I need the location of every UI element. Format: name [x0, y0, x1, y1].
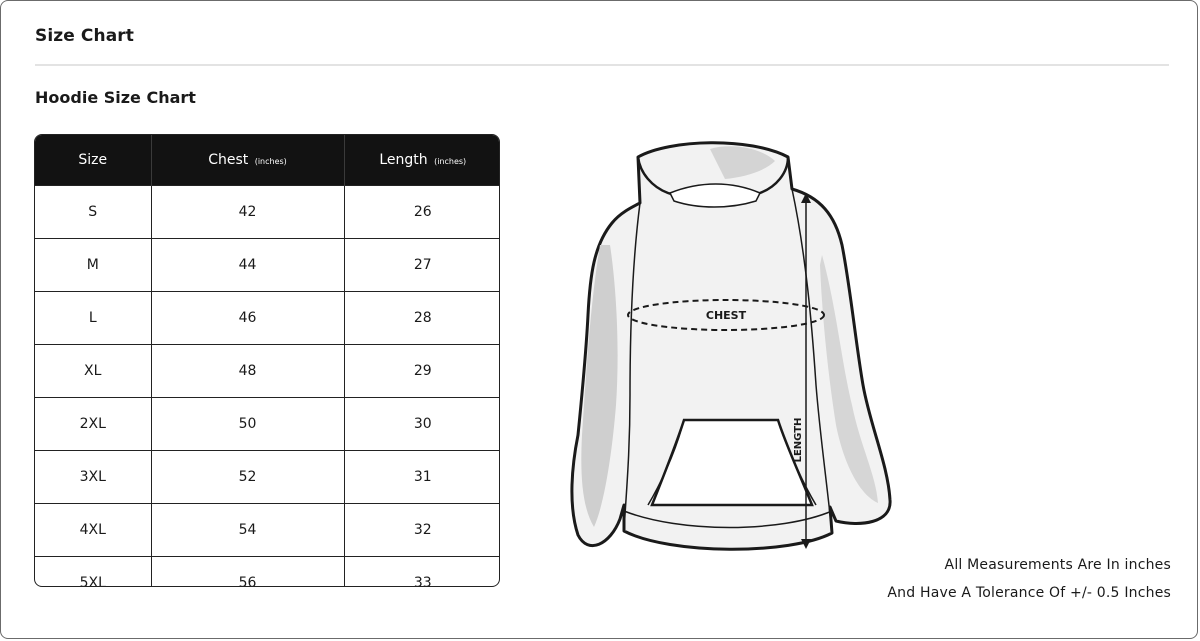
- size-cell: 3XL: [35, 451, 151, 504]
- page-title: Size Chart: [35, 26, 134, 46]
- size-cell: XL: [35, 345, 151, 398]
- chest-cell: 42: [151, 186, 344, 239]
- table-row: [35, 557, 500, 588]
- size-table: [34, 134, 500, 587]
- table-row: [35, 239, 500, 292]
- size-cell: S: [35, 186, 151, 239]
- table-row: [35, 345, 500, 398]
- length-cell: 26: [344, 186, 500, 239]
- column-header-chest: [151, 135, 344, 186]
- chest-cell: 52: [151, 451, 344, 504]
- length-measure-label: LENGTH: [793, 417, 804, 463]
- table-header-row: [35, 135, 500, 186]
- title-divider: [35, 64, 1169, 66]
- length-cell: 32: [344, 504, 500, 557]
- size-cell: M: [35, 239, 151, 292]
- table-row: [35, 451, 500, 504]
- column-header-length: [344, 135, 500, 186]
- column-header-size: [35, 135, 151, 186]
- column-header-label: Length: [379, 152, 428, 168]
- length-cell: 28: [344, 292, 500, 345]
- chest-cell: 46: [151, 292, 344, 345]
- column-header-label: Size: [78, 152, 108, 168]
- chest-cell: 44: [151, 239, 344, 292]
- hoodie-illustration: [560, 135, 900, 575]
- table-row: [35, 186, 500, 239]
- column-header-unit: (inches): [254, 157, 287, 166]
- column-header-label: Chest: [208, 152, 249, 168]
- size-cell: L: [35, 292, 151, 345]
- chest-cell: 50: [151, 398, 344, 451]
- length-cell: 27: [344, 239, 500, 292]
- table-row: [35, 504, 500, 557]
- table-row: [35, 398, 500, 451]
- length-cell: 31: [344, 451, 500, 504]
- column-header-unit: (inches): [434, 157, 467, 166]
- size-cell: 5XL: [35, 557, 151, 588]
- chest-cell: 48: [151, 345, 344, 398]
- chest-cell: 54: [151, 504, 344, 557]
- length-cell: 33: [344, 557, 500, 588]
- size-cell: 2XL: [35, 398, 151, 451]
- measurement-note: All Measurements Are In inches: [944, 557, 1171, 573]
- table-row: [35, 292, 500, 345]
- section-title: Hoodie Size Chart: [35, 88, 196, 107]
- length-cell: 29: [344, 345, 500, 398]
- tolerance-note: And Have A Tolerance Of +/- 0.5 Inches: [887, 585, 1171, 601]
- size-cell: 4XL: [35, 504, 151, 557]
- length-cell: 30: [344, 398, 500, 451]
- chest-cell: 56: [151, 557, 344, 588]
- chest-measure-label: CHEST: [705, 309, 747, 322]
